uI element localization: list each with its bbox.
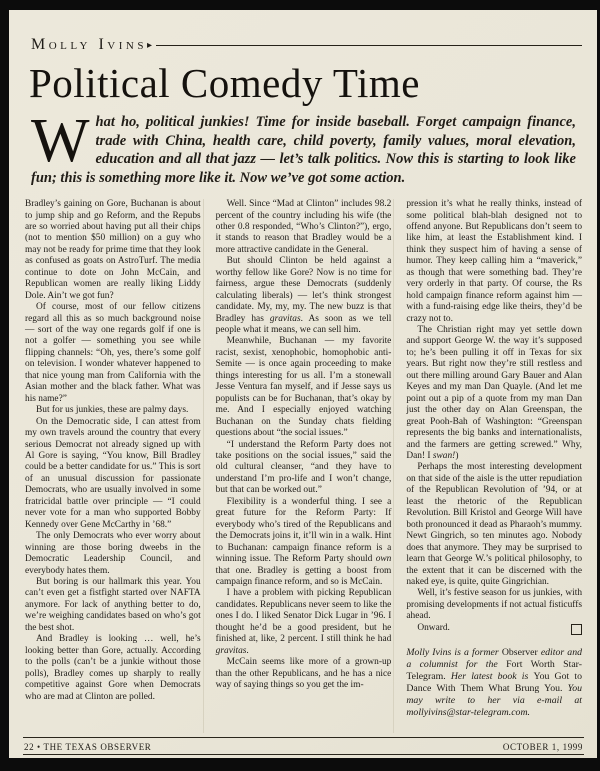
text-segment: But for us junkies, these are palmy days.	[36, 405, 189, 416]
text-segment: I have a problem with picking Republican candidates. Republicans never seem to like the ones I do. I liked Senator Dick Lugar in ’96. I thought he’d be a good president, but he finished at, like, 2 percent. I still think he had	[215, 588, 392, 645]
text-segment: Perhaps the most interesting development on that side of the aisle is the utter repudiation of the Republican Revolution of ’94, or at least the rhetoric of the Republican Revolution. Bill Kristol and George Will have both pronounced it dead as Pharaoh’s mummy. Newt Gingrich, so ten minutes ago. Nobody does that anymore. They may be surprised to learn that George W.’s political philosophy, to the extent that it can be discerned with the naked eye, is quite, quite Gingrichian.	[406, 462, 583, 587]
article-paragraph	[406, 199, 582, 325]
article-column	[24, 199, 202, 733]
article-body-columns	[24, 199, 583, 733]
text-segment: Observer	[501, 647, 538, 659]
text-segment: Bradley’s gaining on Gore, Buchanan is about to jump ship and go Reform, and the Repubs are so worried about having put all their chips (not to mention $50 million) on a guy who may not be ready for prime time that they look as confused as goats on AstroTurf. The media continue to dote on John McCain, and Republican women are really liking Liddy Dole. Ain’t we got fun?	[25, 199, 201, 301]
issue-date: OCTOBER 1, 1999	[502, 742, 583, 752]
text-segment: )	[455, 451, 459, 462]
text-segment: “I understand the Reform Party does not take positions on the social issues,” said the old cultural cleanser, “and they have to understand I’m pro-life and I won’t change, but that can be worked out.”	[215, 439, 392, 496]
text-segment: that one. Bradley is getting a boost from campaign finance reform, and so is McCain.	[215, 565, 392, 587]
article-paragraph	[216, 440, 392, 497]
text-segment: McCain seems like more of a grown-up than the other Republicans, and he has a nice way of saying things so you get the im-	[215, 657, 392, 691]
text-segment: own	[375, 554, 392, 565]
article-paragraph	[25, 531, 201, 577]
article-column	[203, 199, 393, 733]
text-segment: But should Clinton be held against a worthy fellow like Gore? Now is no time for fairness, argue these Democrats (suddenly calculating liberals) — let’s think strongest candidate. My, my, my. The new buzz is that Bradley has	[215, 256, 392, 324]
article-paragraph	[216, 657, 392, 691]
article-paragraph	[25, 417, 201, 532]
page-footer	[23, 737, 584, 755]
kicker-arrow-icon: ▸	[146, 39, 152, 51]
text-segment: .	[246, 645, 249, 656]
text-segment: editor and a columnist for the	[406, 647, 583, 671]
column-header	[31, 36, 582, 54]
article-headline: Political Comedy Time	[29, 60, 420, 106]
author-kicker: Molly Ivins	[31, 36, 147, 53]
text-segment: Onward.	[417, 622, 450, 633]
text-segment: Well, it’s festive season for us junkies, with promising developments if not actual fisticuffs ahead.	[406, 588, 583, 622]
text-segment: Of course, most of our fellow citizens regard all this as so much background noise — sort of the way one regards golf if one is not a golfer — something you see while flipping channels: “Oh, yes, there’s some golf on television. I wonder whatever happened to that nice young man from California with the Asian mother and the black father. What was his name?”	[25, 302, 201, 404]
text-segment: pression it’s what he really thinks, instead of some political blah-blah designed not to offend anyone. But Republicans don’t seem to like him, at least the Establishment kind. I think they suspect him of having a sense of humor. They keep calling him a “maverick,” as though that were something bad. They’re very orderly in that party. Of course, the Rs hold campaign finance reform against him — with a fund-raising edge like theirs, they’d be crazy not to.	[406, 199, 583, 324]
deck-text: hat ho, political junkies! Time for inside baseball. Forget campaign finance, trade with China, health care, child poverty, family values, moral elevation, education and all that jazz — let’s talk politics. Now this is starting to look like fun; this is something more like it. Now we’ve got some action.	[31, 114, 576, 186]
text-segment: gravitas	[269, 313, 301, 324]
text-segment: Molly Ivins is a former	[406, 647, 502, 659]
article-paragraph	[25, 302, 201, 405]
text-segment: Meanwhile, Buchanan — my favorite racist, sexist, xenophobic, homophobic anti-Semite — is once again proceeding to make things interesting for us all. I’m a stonewall Jesse Ventura fan myself, and if Jesse says us populists can be for Buchanan, that’s okay by me. And I especially enjoyed watching Buchanan on the Sunday chats fielding questions about “the social issues.”	[215, 336, 392, 439]
article-paragraph	[406, 588, 582, 622]
article-paragraph	[25, 405, 201, 416]
article-paragraph	[216, 588, 392, 657]
article-deck	[31, 107, 576, 187]
end-of-article-mark	[571, 624, 582, 635]
author-bio	[406, 647, 582, 718]
text-segment: Her latest book is	[445, 671, 534, 683]
footer-rule	[23, 737, 584, 739]
publication-page-number: 22 • THE TEXAS OBSERVER	[24, 742, 152, 752]
article-paragraph	[406, 462, 582, 588]
text-segment: But boring is our hallmark this year. You can’t even get a fistfight started over NAFTA anymore. For lack of anything better to do, we’re weighing candidates based on who’s got the best shot.	[25, 577, 201, 633]
article-paragraph	[216, 256, 392, 336]
text-segment: . As soon as we tell people what it means, we can sell him.	[215, 313, 392, 336]
footer-row	[23, 741, 584, 755]
text-segment: On the Democratic side, I can attest from my own travels around the country that every serious Democrat not already signed up with Al Gore is saying, “You know, Bill Bradley could be a better candidate for us.” This is sort of an unusual discussion for passionate Democrats, who are usually involved in some fratricidal battle over principle — “I could never vote for a man who supported Bobby Kennedy over Gene McCarthy in ’68.”	[25, 416, 201, 530]
kicker-rule	[156, 45, 582, 46]
text-segment: swan!	[432, 451, 456, 462]
article-paragraph	[406, 623, 582, 634]
text-segment: Well. Since “Mad at Clinton” includes 98.2 percent of the country including his wife (the other 0.8 responded, “Who’s Clinton?”), ergo, it stands to reason that Bradley would be a more attractive candidate in the General.	[215, 199, 392, 255]
text-segment: gravitas	[215, 645, 247, 656]
article-paragraph	[406, 325, 582, 462]
article-paragraph	[25, 634, 201, 703]
article-column	[393, 199, 583, 733]
article-paragraph	[25, 577, 201, 634]
text-segment: And Bradley is looking … well, he’s looking better than Gore, actually. According to the polls (can’t be a junkie without those polls), Bradley comes up sharply to really competitive against Gore when Democrats who are mad at Clinton are polled.	[25, 634, 201, 702]
drop-cap: W	[31, 107, 90, 176]
article-page	[9, 10, 597, 758]
text-segment: Flexibility is a wonderful thing. I see a great future for the Reform Party: If everybody who’s tired of the Republicans and the Democrats joins it, it’ll win in a walk. Hint to Buchanan: campaign finance reform is a winning issue. The Reform Party should	[215, 496, 392, 565]
article-paragraph	[216, 336, 392, 439]
text-segment: The Christian right may yet settle down and support George W. the way it’s supposed to; he’s been pulling it off in Texas for six years. But right now they’re still restless and out there milling around Gary Bauer and Alan Keyes and my man Dan Quayle. (And let me point out a pip of a quote from my man Dan just the other day on Alan Greenspan, the great Pooh-Bah of Washington: “Greenspan represents the big banks and internationalists, and the farmers are getting screwed.” Why, Dan! I	[406, 325, 583, 462]
text-segment: You Got to Dance With Them What Brung You.	[406, 671, 583, 694]
text-segment: You may write to her via e-mail at mollyivins@star-telegram.com.	[406, 682, 583, 718]
article-paragraph	[25, 199, 201, 302]
text-segment: Fort Worth Star-Telegram.	[406, 659, 583, 683]
article-paragraph	[216, 497, 392, 589]
text-segment: The only Democrats who ever worry about winning are those boring dweebs in the Democratic Leadership Council, and everybody hates them.	[25, 531, 201, 576]
article-paragraph	[216, 199, 392, 256]
